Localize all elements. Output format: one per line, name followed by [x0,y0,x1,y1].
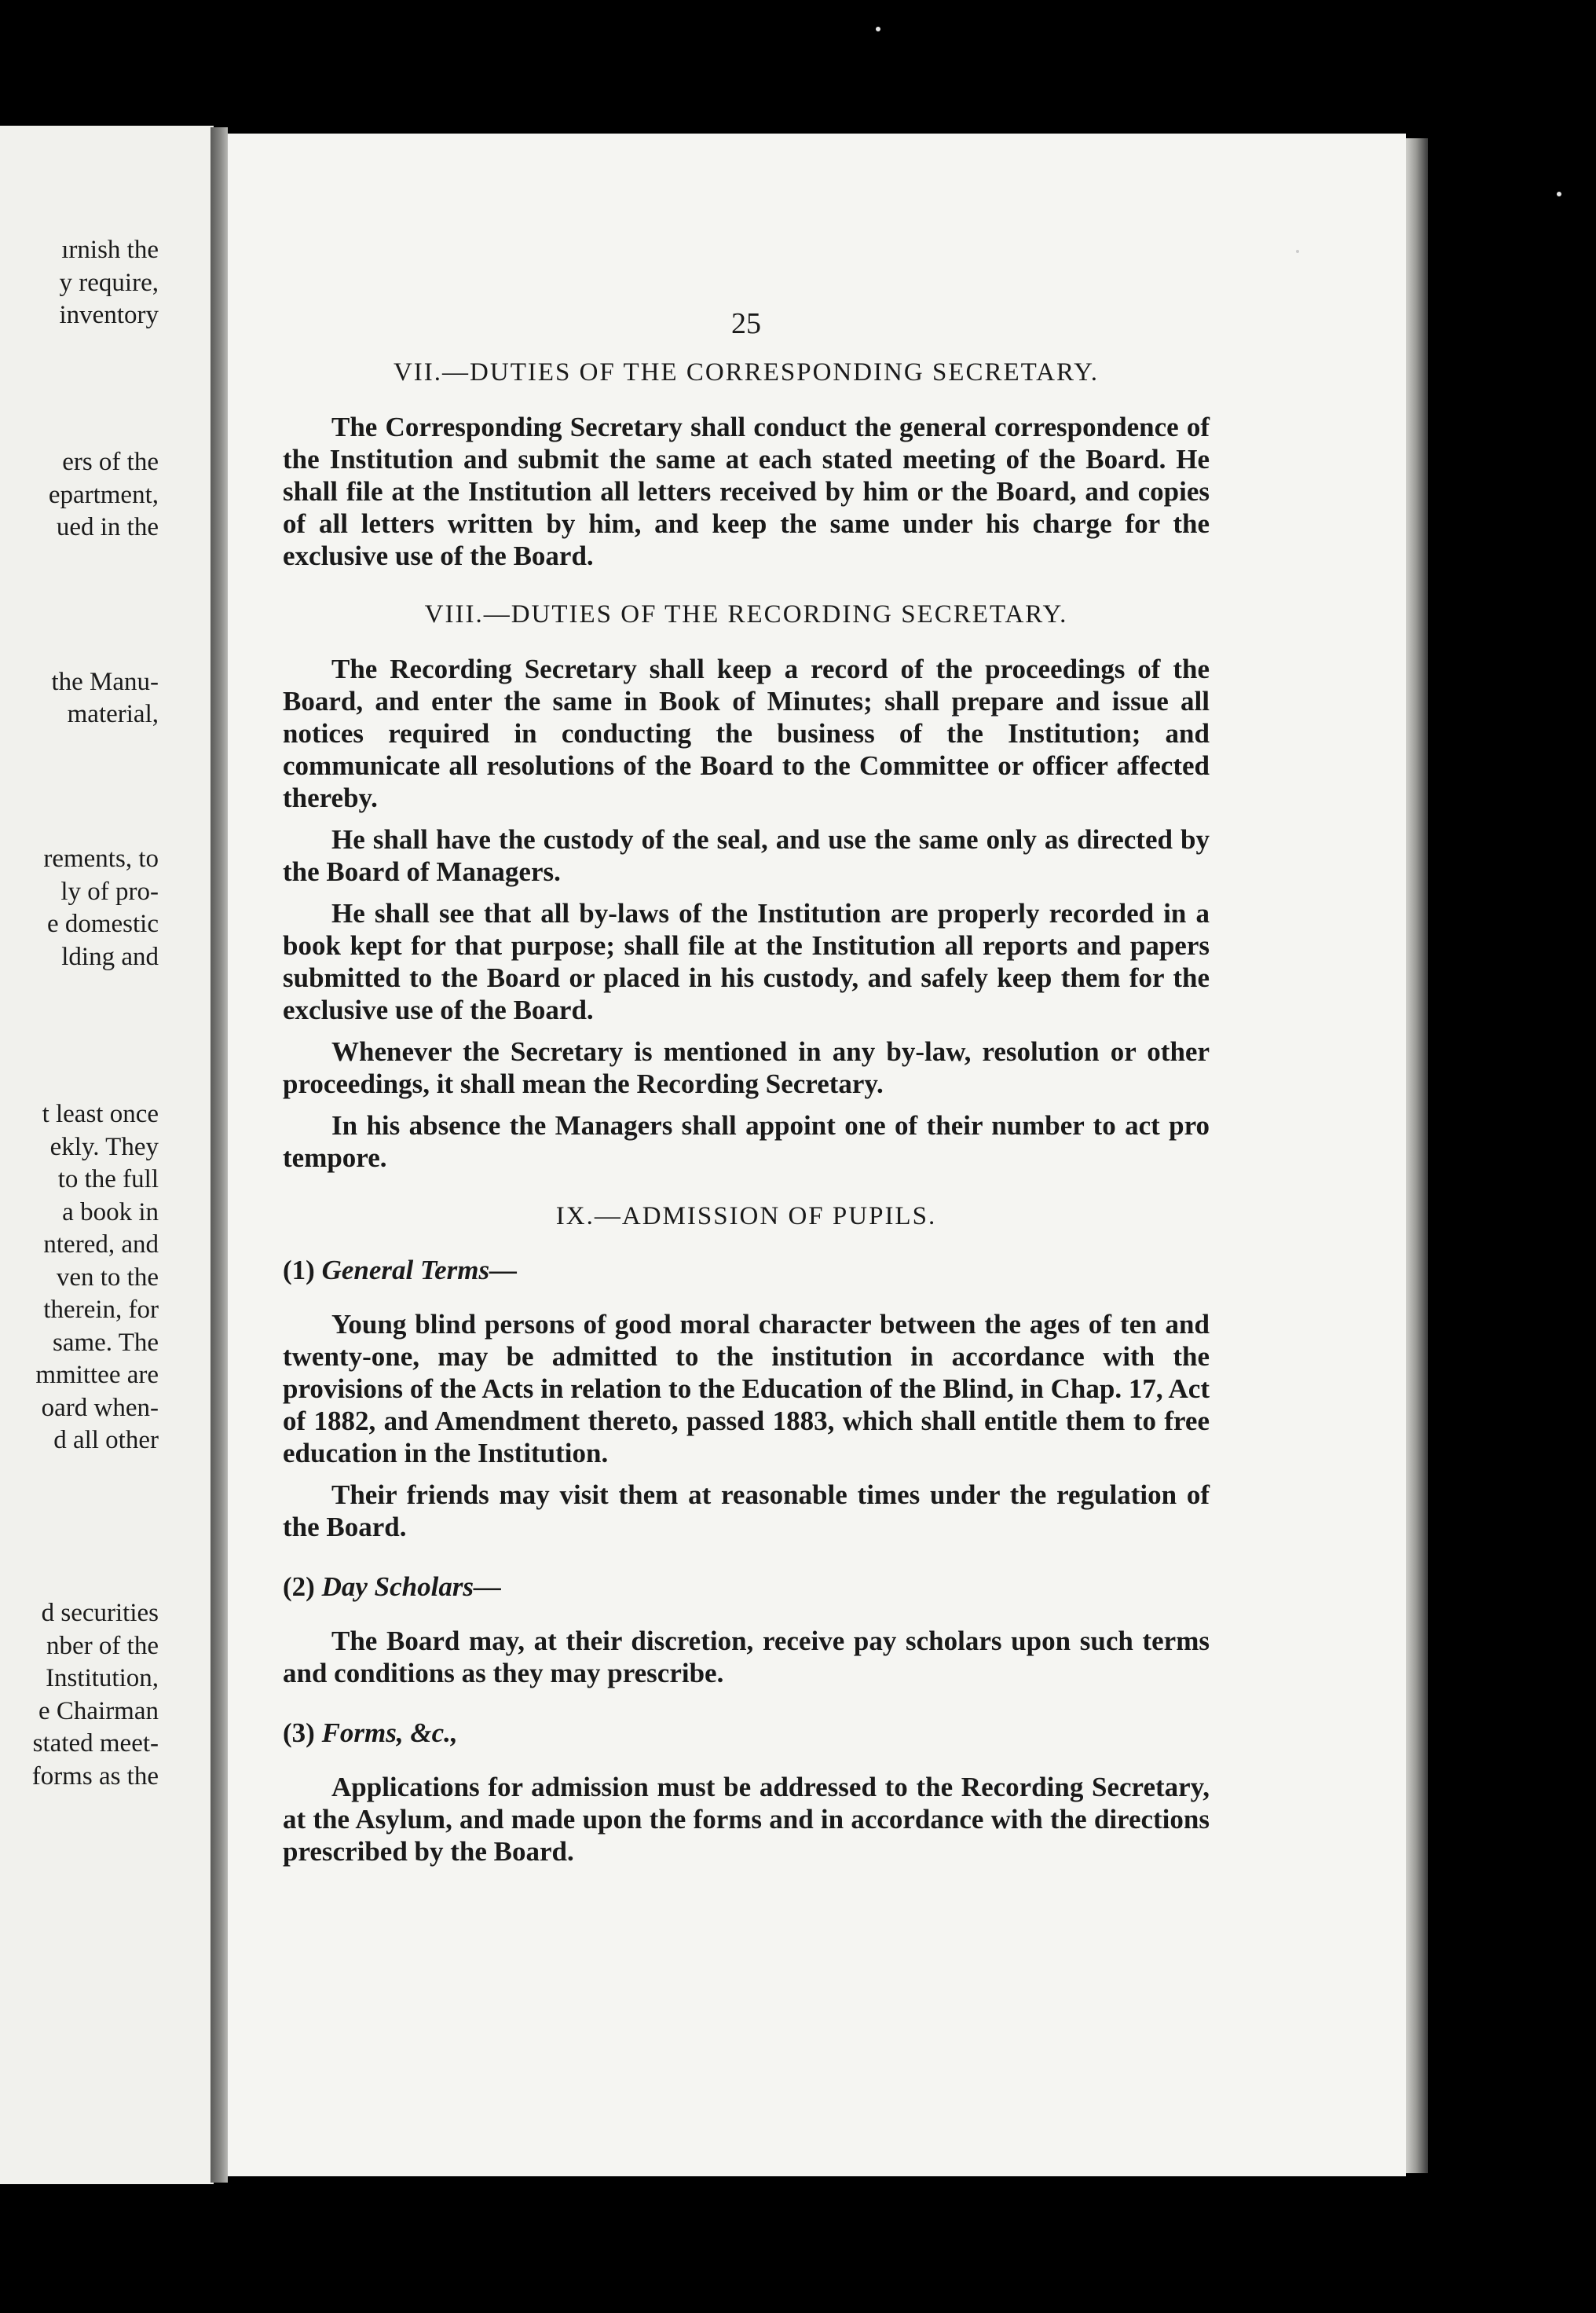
paragraph: The Corresponding Secretary shall conduct the general correspondence of the Institution and submit the same at each stated meeting of the Board. He shall file at the Institution all letters received by him or the Board, and copies of all letters written by him, and keep the same under his charge for the exclusive use of the Board. [283,412,1210,571]
previous-page-text-fragment: the Manu- [51,668,159,696]
previous-page-text-fragment: same. The [52,1329,159,1357]
previous-page-text-fragment: e Chairman [38,1697,159,1725]
paragraph: The Board may, at their discretion, receive pay scholars upon such terms and conditions as they may prescribe. [283,1626,1210,1688]
dust-speck [1557,192,1561,196]
previous-page-text-fragment: ntered, and [43,1230,159,1259]
previous-page-text-fragment: ued in the [56,513,159,541]
previous-page-text-fragment: ly of pro- [60,878,159,906]
previous-page-text-fragment: y require, [59,269,159,297]
paragraph: Young blind persons of good moral character between the ages of ten and twenty-one, may be admitted to the institution in accordance with the provisions of the Acts in relation to the Education of the Blind, in Chap. 17, Act of 1882, and Amendment thereto, passed 1883, which shall entitle them to free education in the Institution. [283,1309,1210,1468]
previous-page-text-fragment: material, [67,700,159,728]
dust-speck [876,27,880,31]
section-heading: VII.—DUTIES OF THE CORRESPONDING SECRETARY. [393,358,1100,387]
page-number: 25 [731,307,761,340]
paragraph: Applications for admission must be addressed to the Recording Secretary, at the Asylum, and made upon the forms and in accordance with the directions prescribed by the Board. [283,1772,1210,1867]
paragraph: Whenever the Secretary is mentioned in any by-law, resolution or other proceedings, it shall mean the Recording Secretary. [283,1036,1210,1099]
section-vii [283,358,1210,572]
subsection-heading [283,1571,1210,1603]
previous-page-text-fragment: Institution, [46,1664,159,1692]
previous-page-text-fragment: forms as the [31,1762,159,1791]
previous-page-text-fragment: d securities [41,1599,159,1627]
paragraph: He shall have the custody of the seal, and use the same only as directed by the Board of Managers. [283,824,1210,887]
previous-page-text-fragment: stated meet- [32,1729,159,1758]
previous-page-text-fragment: d all other [53,1426,159,1454]
previous-page-text-fragment: ekly. They [49,1133,159,1161]
previous-page-text-fragment: rements, to [43,845,159,873]
section-viii [283,600,1210,1174]
previous-page-text-fragment: nber of the [46,1632,159,1660]
paragraph: In his absence the Managers shall appoint one of their number to act pro tempore. [283,1110,1210,1173]
previous-page-text-fragment: t least once [42,1100,159,1128]
subsection-title: Day Scholars— [321,1571,502,1602]
section-heading: IX.—ADMISSION OF PUPILS. [555,1202,937,1230]
paragraph: Their friends may visit them at reasonable times under the regulation of the Board. [283,1479,1210,1542]
previous-page-text-fragment: ers of the [62,448,159,476]
dust-speck [1296,250,1299,253]
subsection-heading [283,1717,1210,1749]
previous-page-text-fragment: to the full [57,1165,159,1193]
previous-page-text-fragment: ırnish the [61,236,159,264]
subsection-number: (2) [283,1571,315,1602]
subsection-title: General Terms— [321,1255,518,1285]
section-heading: VIII.—DUTIES OF THE RECORDING SECRETARY. [424,600,1068,629]
previous-page-text-fragment: a book in [62,1198,159,1226]
previous-page-text-fragment: epartment, [48,481,159,509]
previous-page-text-fragment: e domestic [46,910,159,938]
page-edge [1406,138,1428,2173]
paragraph: He shall see that all by-laws of the Institution are properly recorded in a book kept for that purpose; shall file at the Institution all reports and papers submitted to the Board or placed in his custody, and safely keep them for the exclusive use of the Board. [283,898,1210,1025]
page-content [283,306,1210,1896]
subsection-number: (1) [283,1255,315,1285]
previous-page-text-fragment: ven to the [56,1263,159,1292]
previous-page-text-fragment: therein, for [43,1296,159,1324]
previous-page-text-fragment: mmittee are [35,1361,159,1389]
paragraph: The Recording Secretary shall keep a record of the proceedings of the Board, and enter the same in Book of Minutes; shall prepare and issue all notices required in conducting the business of the Institution; and communicate all resolutions of the Board to the Committee or officer affected thereby. [283,654,1210,813]
previous-page-text-fragment: oard when- [41,1394,159,1422]
book-gutter [210,127,228,2183]
previous-page-text-fragment: lding and [61,943,159,971]
subsection-number: (3) [283,1717,315,1748]
subsection-title: Forms, &c., [321,1717,458,1748]
subsection-heading [283,1255,1210,1286]
previous-page [0,126,214,2184]
previous-page-text-fragment: inventory [59,301,159,329]
section-ix [283,1202,1210,1868]
